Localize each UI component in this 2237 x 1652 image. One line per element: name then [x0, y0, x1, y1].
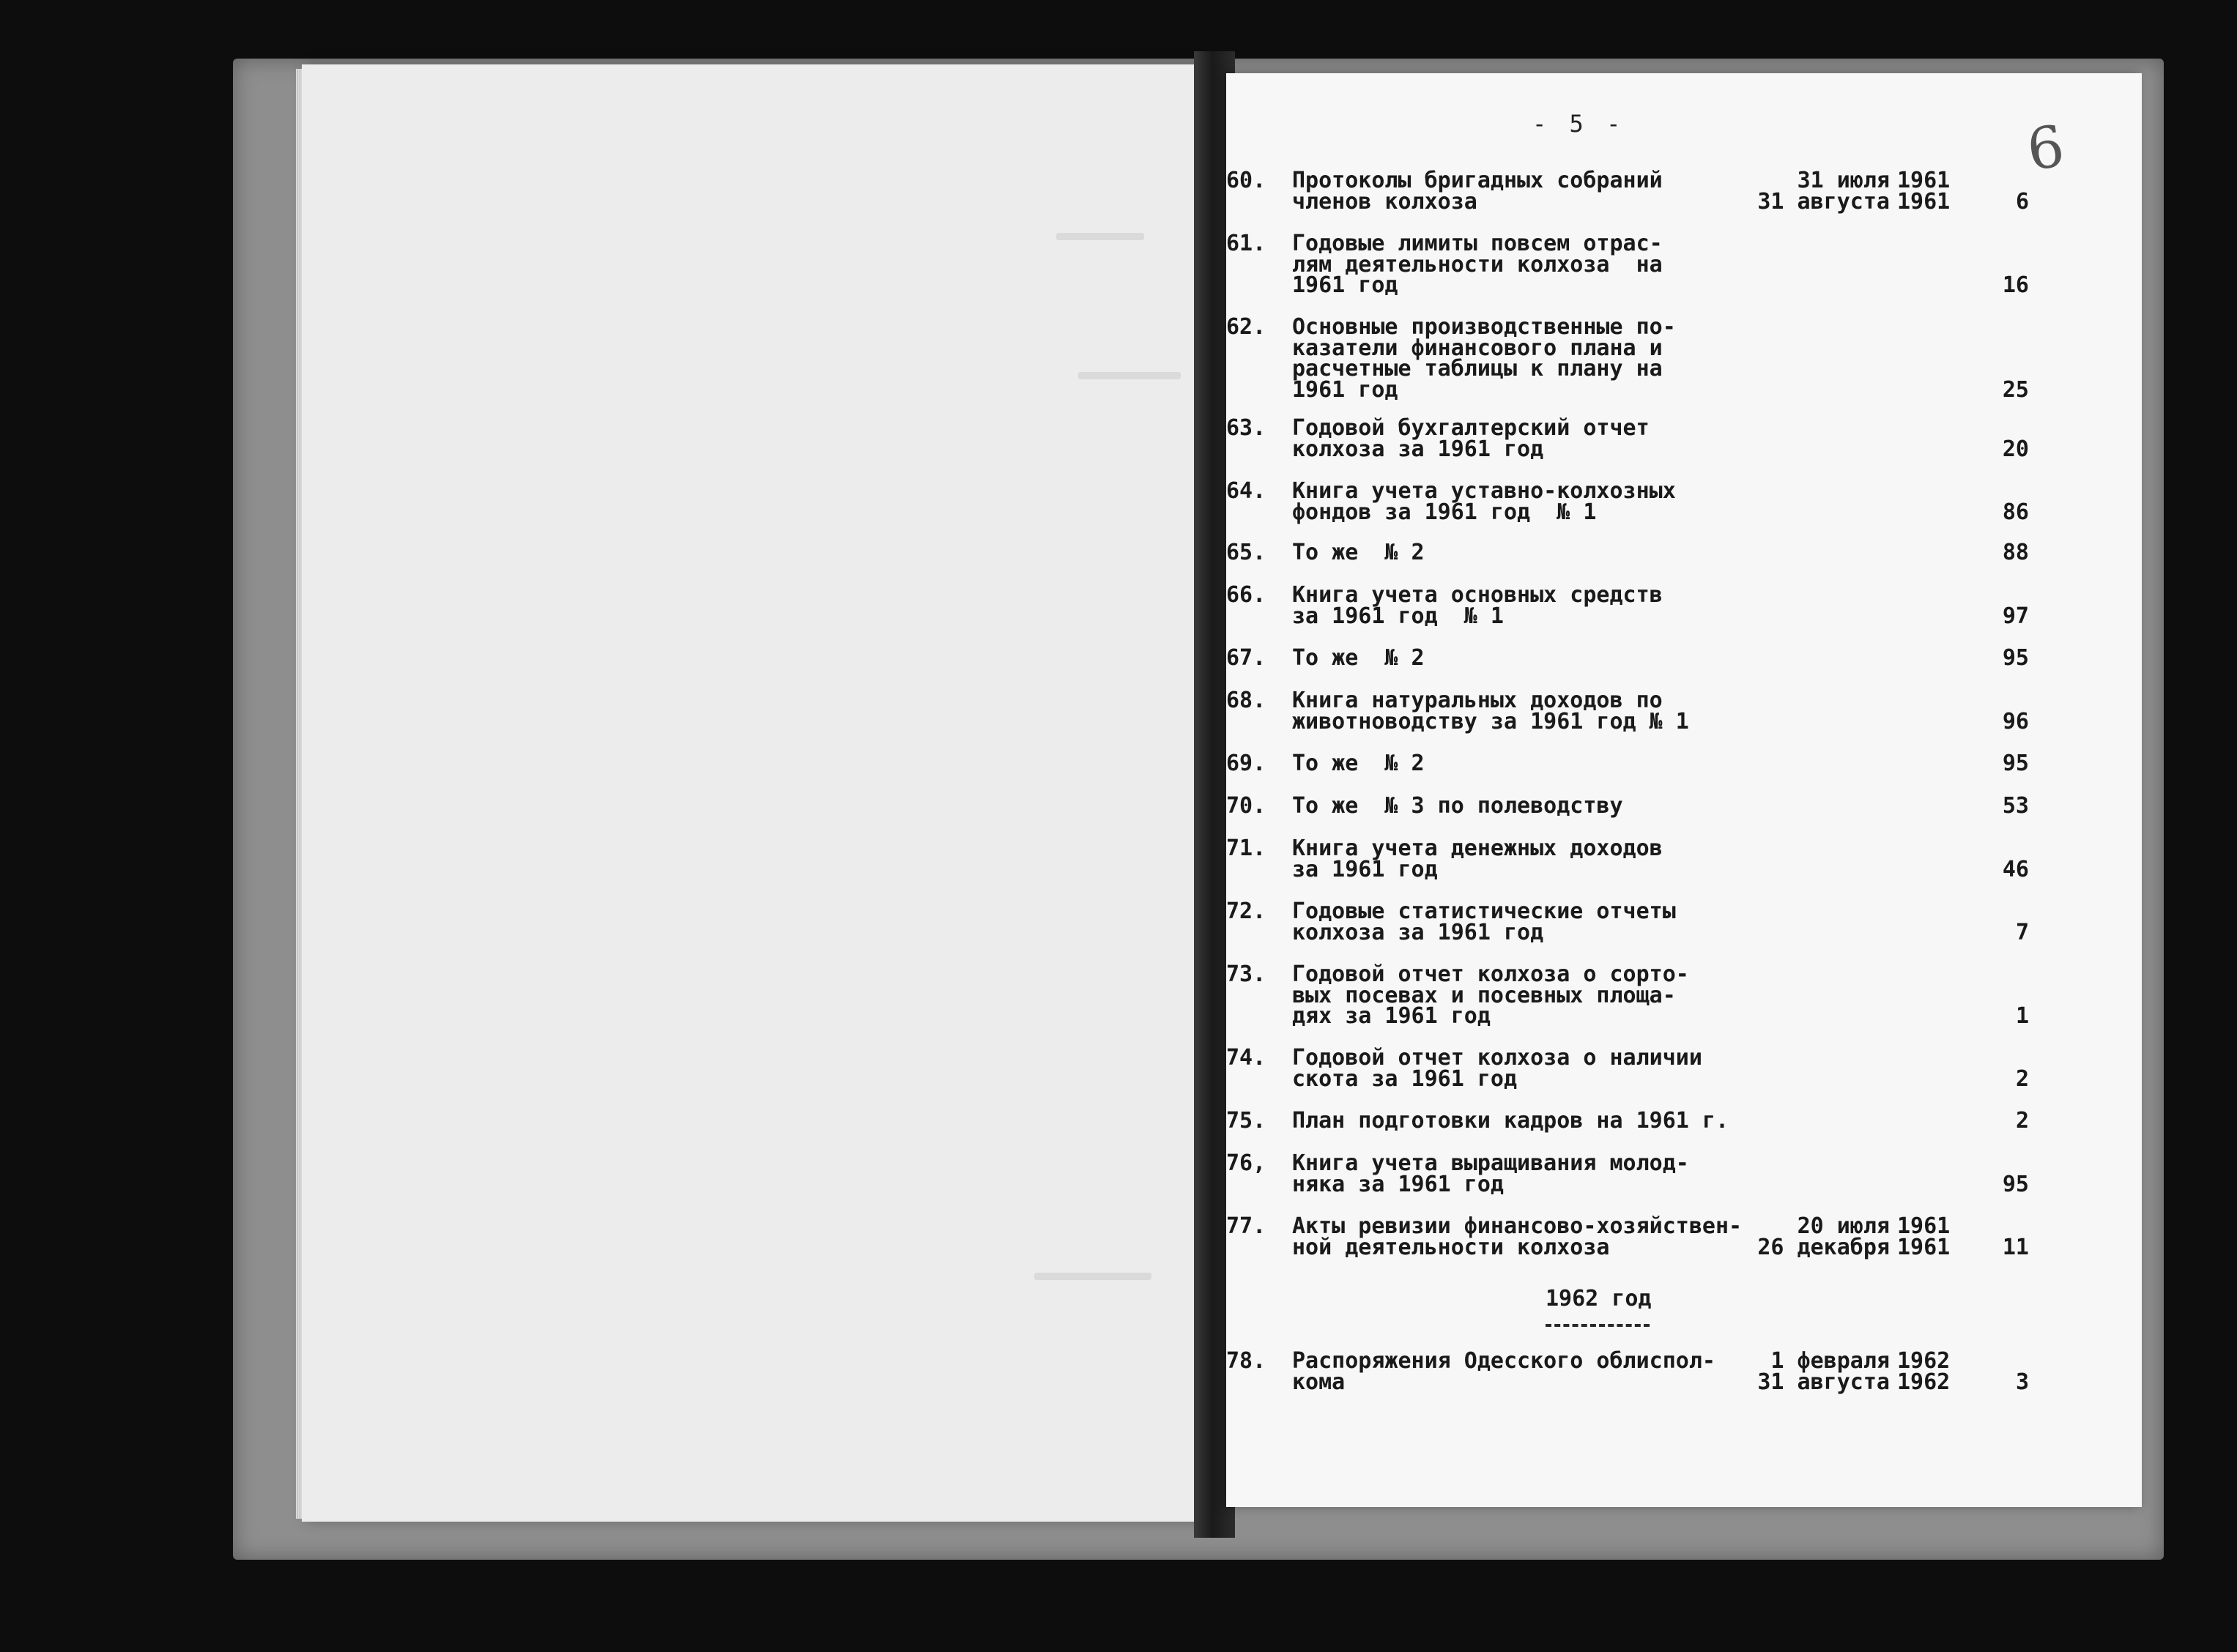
entry-date: 1 февраля	[1770, 1348, 1890, 1374]
entry-year: 1961	[1897, 1234, 1951, 1260]
entry-year: 1962	[1897, 1369, 1951, 1395]
entry-sheet-count: 86	[2002, 499, 2029, 525]
entry-sheet-count: 25	[2002, 376, 2029, 403]
entry-number: 72.	[1226, 898, 1266, 924]
entry-number: 74.	[1226, 1045, 1266, 1071]
entry-date: 31 июля	[1797, 168, 1890, 193]
entry-number: 69.	[1226, 751, 1266, 776]
entry-title-line: кома	[1292, 1369, 1346, 1395]
entry-title-line: колхоза за 1961 год	[1292, 919, 1544, 945]
entry-sheet-count: 6	[2015, 188, 2029, 215]
entry-title-line: вых посевах и посевных площа-	[1292, 982, 1676, 1008]
entry-sheet-count: 53	[2002, 793, 2029, 819]
entry-number: 70.	[1226, 793, 1266, 819]
entry-sheet-count: 88	[2002, 540, 2029, 565]
entry-sheet-count: 96	[2002, 708, 2029, 734]
entry-title-line: Годовые статистические отчеты	[1292, 898, 1676, 924]
entry-number: 68.	[1226, 688, 1266, 713]
entry-number: 62.	[1226, 314, 1266, 340]
entry-number: 73.	[1226, 961, 1266, 987]
entry-title-line: за 1961 год	[1292, 856, 1438, 882]
entry-title-line: Распоряжения Одесского облиспол-	[1292, 1348, 1715, 1374]
left-page-blank	[302, 64, 1210, 1522]
entry-title-line: няка за 1961 год	[1292, 1171, 1504, 1197]
entry-title-line: Книга учета основных средств	[1292, 582, 1663, 608]
entry-sheet-count: 20	[2002, 436, 2029, 462]
entry-sheet-count: 2	[2015, 1065, 2029, 1092]
entry-title-line: животноводству за 1961 год № 1	[1292, 708, 1689, 734]
entry-title-line: 1961 год	[1292, 376, 1398, 403]
entry-title-line: То же № 2	[1292, 751, 1425, 776]
entry-title-line: Основные производственные по-	[1292, 314, 1676, 340]
handwritten-page-number: 6	[2022, 113, 2069, 185]
entry-year: 1961	[1897, 188, 1951, 215]
entry-sheet-count: 3	[2015, 1369, 2029, 1395]
entry-sheet-count: 46	[2002, 856, 2029, 882]
entry-title-line: 1961 год	[1292, 272, 1398, 298]
entry-title-line: лям деятельности колхоза на	[1292, 251, 1663, 278]
entry-date: 31 августа	[1757, 1369, 1890, 1395]
entry-number: 77.	[1226, 1213, 1266, 1239]
entry-number: 75.	[1226, 1108, 1266, 1134]
entry-number: 60.	[1226, 168, 1266, 193]
entry-sheet-count: 95	[2002, 645, 2029, 671]
bleed-through-line	[1056, 233, 1144, 240]
year-heading: 1962 год	[1546, 1286, 1652, 1311]
bleed-through-line	[1034, 1273, 1151, 1280]
entry-number: 66.	[1226, 582, 1266, 608]
entry-title-line: Книга натуральных доходов по	[1292, 688, 1663, 713]
entry-number: 76,	[1226, 1150, 1266, 1176]
entry-sheet-count: 97	[2002, 603, 2029, 629]
entry-title-line: То же № 3 по полеводству	[1292, 793, 1623, 819]
entry-title-line: Годовой отчет колхоза о наличии	[1292, 1045, 1702, 1071]
year-heading-underline	[1546, 1324, 1650, 1327]
entry-sheet-count: 11	[2002, 1234, 2029, 1260]
entry-title-line: казатели финансового плана и	[1292, 335, 1663, 361]
entry-title-line: Книга учета выращивания молод-	[1292, 1150, 1689, 1176]
entry-title-line: ной деятельности колхоза	[1292, 1234, 1610, 1260]
entry-title-line: Книга учета уставно-колхозных	[1292, 478, 1676, 504]
entry-sheet-count: 1	[2015, 1003, 2029, 1029]
page-number: - 5 -	[1532, 110, 1625, 138]
entry-title-line: План подготовки кадров на 1961 г.	[1292, 1108, 1729, 1134]
entry-title-line: за 1961 год № 1	[1292, 603, 1504, 629]
entry-title-line: Годовые лимиты повсем отрас-	[1292, 231, 1663, 256]
entry-title-line: То же № 2	[1292, 645, 1425, 671]
entry-sheet-count: 95	[2002, 1171, 2029, 1197]
entry-sheet-count: 16	[2002, 272, 2029, 298]
entry-date: 31 августа	[1757, 188, 1890, 215]
entry-number: 61.	[1226, 231, 1266, 256]
entry-title-line: То же № 2	[1292, 540, 1425, 565]
entry-number: 71.	[1226, 836, 1266, 861]
entry-sheet-count: 7	[2015, 919, 2029, 945]
entry-title-line: Акты ревизии финансово-хозяйствен-	[1292, 1213, 1743, 1239]
entry-sheet-count: 95	[2002, 751, 2029, 776]
entry-number: 63.	[1226, 415, 1266, 441]
entry-title-line: расчетные таблицы к плану на	[1292, 356, 1663, 382]
entry-date: 26 декабря	[1757, 1234, 1890, 1260]
entry-sheet-count: 2	[2015, 1108, 2029, 1134]
left-page-edges	[296, 69, 302, 1519]
entry-title-line: колхоза за 1961 год	[1292, 436, 1544, 462]
bleed-through-line	[1078, 372, 1181, 379]
entry-title-line: скота за 1961 год	[1292, 1065, 1518, 1092]
entry-title-line: Годовой отчет колхоза о сорто-	[1292, 961, 1689, 987]
entry-title-line: дях за 1961 год	[1292, 1003, 1491, 1029]
entry-title-line: фондов за 1961 год № 1	[1292, 499, 1597, 525]
entry-year: 1962	[1897, 1348, 1951, 1374]
entry-year: 1961	[1897, 1213, 1951, 1239]
entry-number: 65.	[1226, 540, 1266, 565]
entry-title-line: членов колхоза	[1292, 188, 1477, 215]
entry-number: 78.	[1226, 1348, 1266, 1374]
entry-year: 1961	[1897, 168, 1951, 193]
entry-title-line: Протоколы бригадных собраний	[1292, 168, 1663, 193]
entry-number: 64.	[1226, 478, 1266, 504]
entry-date: 20 июля	[1797, 1213, 1890, 1239]
entry-title-line: Книга учета денежных доходов	[1292, 836, 1663, 861]
entry-number: 67.	[1226, 645, 1266, 671]
entry-title-line: Годовой бухгалтерский отчет	[1292, 415, 1650, 441]
